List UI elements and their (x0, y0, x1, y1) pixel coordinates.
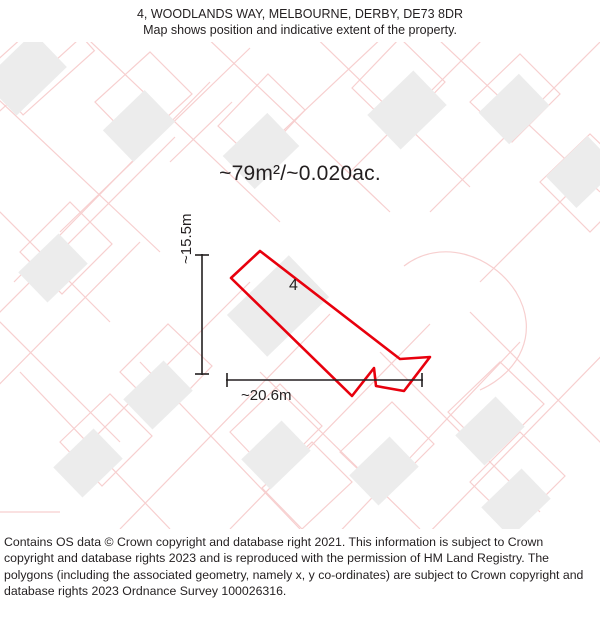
map-vector (0, 42, 600, 529)
map-header (0, 0, 600, 38)
page-title: 4, WOODLANDS WAY, MELBOURNE, DERBY, DE73 8DR (136, 7, 463, 21)
copyright-notice: Contains OS data © Crown copyright and database right 2021. This information is subject to Crown copyright and database rights 2023 and is reproduced with the permission of HM Land Registry. The polygons (including the associated geometry, namely x, y co-ordinates) are subject to Crown copyright and database rights 2023 Ordnance Survey 100026316. (4, 535, 584, 599)
dimension-horizontal-label: ~20.6m (241, 387, 292, 404)
plot-number-label: 4 (289, 277, 298, 294)
area-label: ~79m²/~0.020ac. (219, 162, 381, 185)
map-canvas[interactable] (0, 42, 600, 529)
page-subtitle: Map shows position and indicative extent of the property. (143, 23, 457, 37)
dimension-vertical-label: ~15.5m (178, 213, 195, 264)
